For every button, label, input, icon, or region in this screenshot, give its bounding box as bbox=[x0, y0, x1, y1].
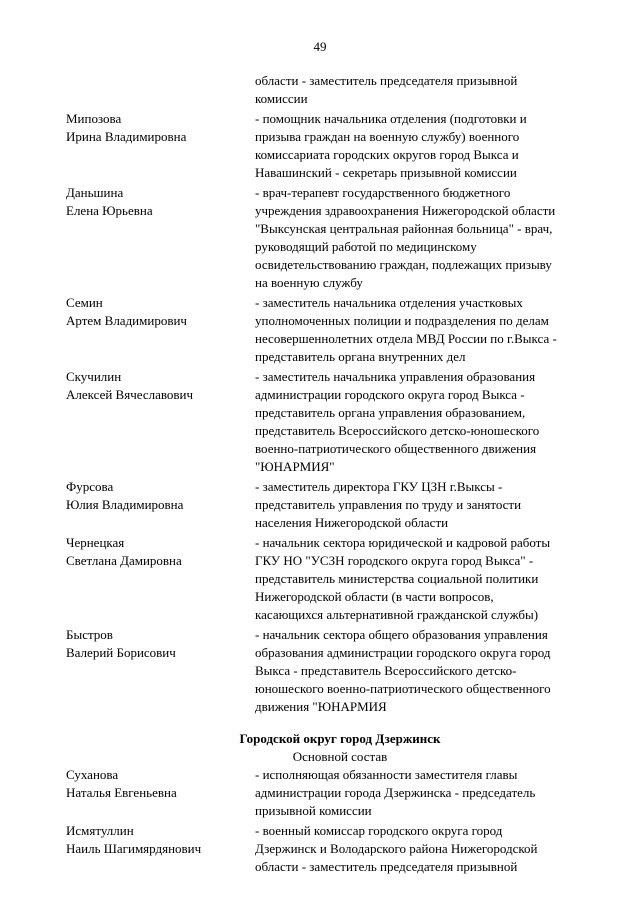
member-given-names: Алексей Вячеславович bbox=[66, 387, 194, 402]
member-row bbox=[66, 766, 614, 820]
description-line: - помощник начальника отделения (подготовки и bbox=[255, 111, 527, 126]
description-line: призыва граждан на военную службу) военного bbox=[255, 129, 520, 144]
description-line: образования администрации городского округа город bbox=[255, 645, 551, 660]
description-line: уполномоченных полиции и подразделения по делам bbox=[255, 313, 549, 328]
member-description bbox=[255, 478, 614, 532]
description-line: касающихся альтернативной гражданской службы) bbox=[255, 607, 539, 622]
member-list-dzerzhinsk bbox=[66, 766, 614, 876]
description-line: "Выксунская центральная районная больница" - врач, bbox=[255, 221, 553, 236]
member-given-names: Наиль Шагимярдянович bbox=[66, 841, 202, 856]
member-row bbox=[66, 110, 614, 182]
member-name bbox=[66, 478, 255, 514]
document-body bbox=[66, 72, 614, 878]
member-name bbox=[66, 822, 255, 858]
description-line: освидетельствованию граждан, подлежащих призыву bbox=[255, 257, 552, 272]
description-line: населения Нижегородской области bbox=[255, 515, 449, 530]
description-line: Выкса - представитель Всероссийского детско- bbox=[255, 663, 517, 678]
member-name bbox=[66, 294, 255, 330]
member-surname: Суханова bbox=[66, 767, 119, 782]
description-line: представитель управления по труду и занятости bbox=[255, 497, 522, 512]
page-number: 49 bbox=[313, 39, 327, 54]
description-line: военно-патриотического общественного движения bbox=[255, 441, 537, 456]
member-row bbox=[66, 822, 614, 876]
description-line: руководящий работой по медицинскому bbox=[255, 239, 477, 254]
description-line: несовершеннолетних отдела МВД России по г.Выкса - bbox=[255, 331, 557, 346]
description-line: администрации городского округа город Выкса - bbox=[255, 387, 525, 402]
section-title: Городской округ город Дзержинск bbox=[239, 731, 441, 746]
member-name bbox=[66, 626, 255, 662]
description-line: учреждения здравоохранения Нижегородской области bbox=[255, 203, 556, 218]
member-surname: Скучилин bbox=[66, 369, 122, 384]
member-given-names: Светлана Дамировна bbox=[66, 553, 182, 568]
description-line: комиссии bbox=[255, 91, 308, 106]
member-given-names: Юлия Владимировна bbox=[66, 497, 184, 512]
member-name bbox=[66, 110, 255, 146]
description-line: ГКУ НО "УСЗН городского округа город Выкса" - bbox=[255, 553, 534, 568]
description-line: Нижегородской области (в части вопросов, bbox=[255, 589, 494, 604]
description-line: движения "ЮНАРМИЯ bbox=[255, 699, 387, 714]
member-surname: Даньшина bbox=[66, 185, 124, 200]
member-row bbox=[66, 294, 614, 366]
description-line: юношеского военно-патриотического общественного bbox=[255, 681, 551, 696]
member-surname: Исмятуллин bbox=[66, 823, 134, 838]
member-description bbox=[255, 626, 614, 716]
member-given-names: Валерий Борисович bbox=[66, 645, 176, 660]
description-line: Дзержинск и Володарского района Нижегородской bbox=[255, 841, 538, 856]
member-surname: Чернецкая bbox=[66, 535, 125, 550]
description-line: призывной комиссии bbox=[255, 803, 372, 818]
member-list-vyksa bbox=[66, 110, 614, 716]
section-subtitle: Основной состав bbox=[292, 749, 388, 764]
member-row bbox=[66, 626, 614, 716]
member-surname: Быстров bbox=[66, 627, 113, 642]
member-name bbox=[66, 184, 255, 220]
member-description bbox=[255, 110, 614, 182]
description-line: представитель органа управления образованием, bbox=[255, 405, 526, 420]
member-name bbox=[66, 766, 255, 802]
description-line: - заместитель начальника управления образования bbox=[255, 369, 536, 384]
member-description bbox=[255, 184, 614, 292]
member-surname: Мипозова bbox=[66, 111, 122, 126]
member-description bbox=[255, 368, 614, 476]
description-line: Навашинский - секретарь призывной комиссии bbox=[255, 165, 517, 180]
description-line: представитель Всероссийского детско-юношеского bbox=[255, 423, 540, 438]
description-line: - начальник сектора юридической и кадровой работы bbox=[255, 535, 551, 550]
description-line: - заместитель начальника отделения участковых bbox=[255, 295, 523, 310]
continuation-row bbox=[66, 72, 614, 108]
description-line: на военную службу bbox=[255, 275, 363, 290]
description-line: - начальник сектора общего образования управления bbox=[255, 627, 548, 642]
member-description bbox=[255, 822, 614, 876]
member-name bbox=[66, 368, 255, 404]
member-description bbox=[255, 766, 614, 820]
member-row bbox=[66, 478, 614, 532]
member-row bbox=[66, 184, 614, 292]
member-surname: Фурсова bbox=[66, 479, 114, 494]
description-line: представитель министерства социальной политики bbox=[255, 571, 539, 586]
description-line: "ЮНАРМИЯ" bbox=[255, 459, 335, 474]
description-line: комиссариата городских округов город Выкса и bbox=[255, 147, 519, 162]
member-name bbox=[66, 534, 255, 570]
description-line: - заместитель директора ГКУ ЦЗН г.Выксы - bbox=[255, 479, 503, 494]
member-description bbox=[255, 534, 614, 624]
member-row bbox=[66, 534, 614, 624]
member-given-names: Елена Юрьевна bbox=[66, 203, 153, 218]
member-description bbox=[255, 72, 614, 108]
description-line: администрации города Дзержинска - председатель bbox=[255, 785, 536, 800]
member-surname: Семин bbox=[66, 295, 103, 310]
member-given-names: Артем Владимирович bbox=[66, 313, 187, 328]
member-given-names: Наталья Евгеньевна bbox=[66, 785, 177, 800]
description-line: - врач-терапевт государственного бюджетного bbox=[255, 185, 511, 200]
description-line: представитель органа внутренних дел bbox=[255, 349, 466, 364]
member-description bbox=[255, 294, 614, 366]
description-line: - исполняющая обязанности заместителя главы bbox=[255, 767, 518, 782]
description-line: области - заместитель председателя призывной bbox=[255, 859, 518, 874]
member-given-names: Ирина Владимировна bbox=[66, 129, 187, 144]
description-line: области - заместитель председателя призывной bbox=[255, 73, 518, 88]
member-row bbox=[66, 368, 614, 476]
description-line: - военный комиссар городского округа город bbox=[255, 823, 503, 838]
